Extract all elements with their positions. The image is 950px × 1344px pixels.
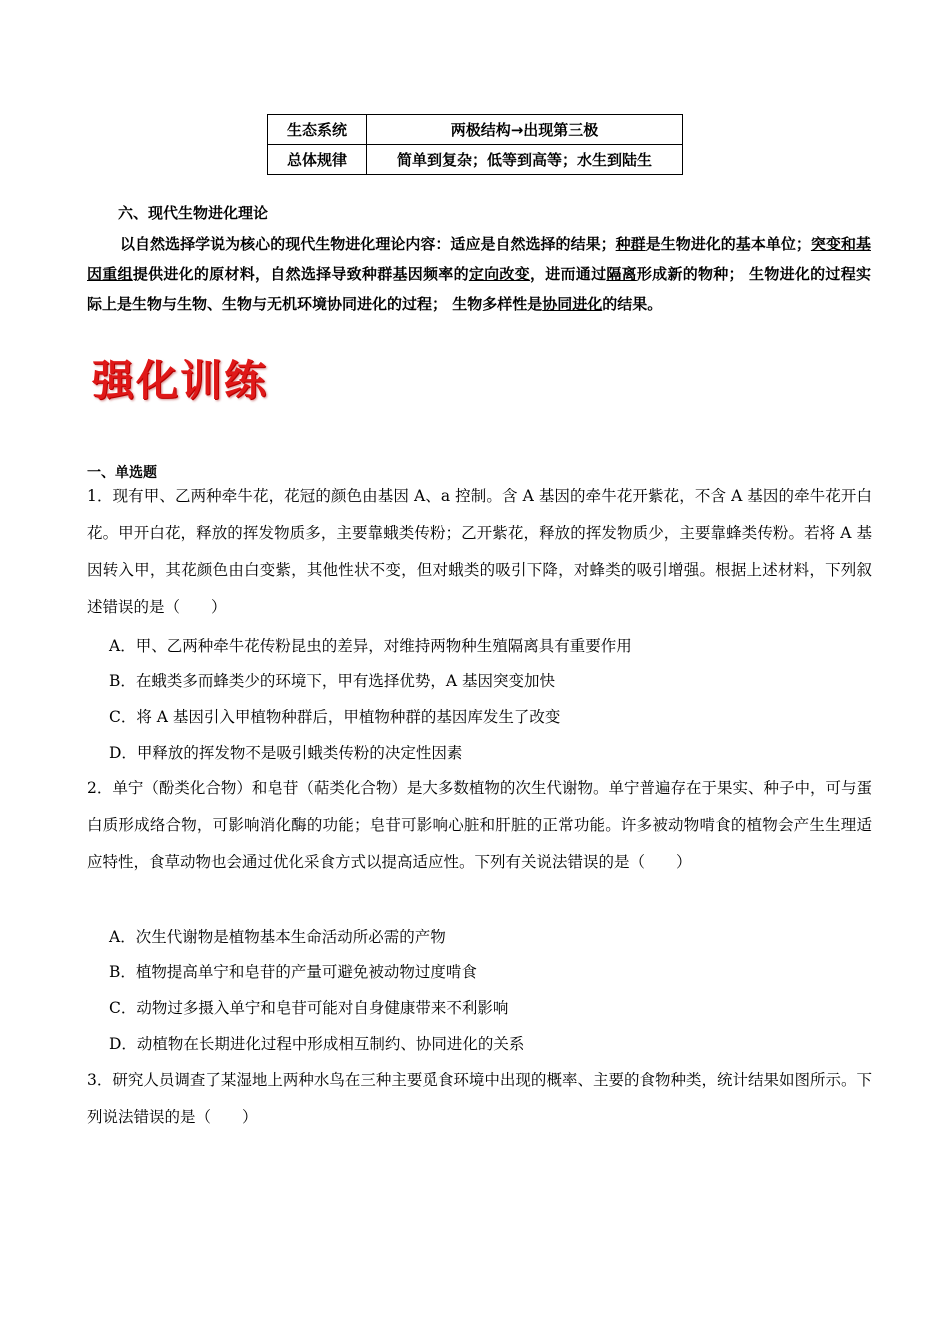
summary-text: 以自然选择学说为核心的现代生物进化理论内容：适应是自然选择的结果；	[120, 235, 616, 253]
table-cell-value: 两极结构→出现第三极	[367, 115, 683, 145]
key-term: 隔离	[606, 265, 637, 283]
key-term: 种群	[615, 235, 646, 253]
question-section-heading: 一、单选题	[87, 465, 157, 481]
option-b[interactable]: B．在蛾类多而蜂类少的环境下，甲有选择优势，A 基因突变加快	[109, 672, 556, 690]
summary-text: 是生物进化的基本单位；	[645, 235, 811, 253]
summary-text: 提供进化的原材料，自然选择导致种群基因频率的	[132, 265, 469, 283]
summary-table	[267, 114, 683, 175]
summary-text: ，进而通过	[529, 265, 607, 283]
theory-summary-paragraph	[87, 229, 871, 319]
question-stem: 2．单宁（酚类化合物）和皂苷（萜类化合物）是大多数植物的次生代谢物。单宁普遍存在于果实、种子中，可与蛋白质形成络合物，可影响消化酶的功能；皂苷可影响心脏和肝脏的正常功能。许多被动物啃食的植物会产生生理适应特性，食草动物也会通过优化采食方式以提高适应性。下列有关说法错误的是（ ）	[87, 779, 872, 871]
key-term: 突变和基因重组	[87, 235, 871, 283]
option-c[interactable]: C．将 A 基因引入甲植物种群后，甲植物种群的基因库发生了改变	[109, 708, 561, 726]
practice-banner: 强化训练	[92, 356, 269, 405]
table-cell-value: 简单到复杂；低等到高等；水生到陆生	[367, 145, 683, 175]
table-row	[268, 115, 683, 145]
key-term: 协同进化	[542, 295, 603, 313]
option-a[interactable]: A．甲、乙两种牵牛花传粉昆虫的差异，对维持两物种生殖隔离具有重要作用	[109, 637, 632, 655]
option-a[interactable]: A．次生代谢物是植物基本生命活动所必需的产物	[109, 928, 446, 946]
table-cell-label: 总体规律	[268, 145, 367, 175]
option-d[interactable]: D．动植物在长期进化过程中形成相互制约、协同进化的关系	[109, 1035, 525, 1053]
question-stem: 3．研究人员调查了某湿地上两种水鸟在三种主要觅食环境中出现的概率、主要的食物种类，统计结果如图所示。下列说法错误的是（ ）	[87, 1071, 872, 1126]
key-term: 定向改变	[468, 265, 530, 283]
summary-text: 形成新的物种； 生物进化的过程实际上是生物与生物、生物与无机环境协同进化的过程； 生物多样性是	[87, 265, 871, 313]
option-b[interactable]: B．植物提高单宁和皂苷的产量可避免被动物过度啃食	[109, 963, 477, 981]
summary-text: 的结果。	[602, 295, 663, 313]
table-cell-label: 生态系统	[268, 115, 367, 145]
section-heading: 六、现代生物进化理论	[118, 204, 269, 222]
option-d[interactable]: D．甲释放的挥发物不是吸引蛾类传粉的决定性因素	[109, 744, 463, 762]
table-row	[268, 145, 683, 175]
option-c[interactable]: C．动物过多摄入单宁和皂苷可能对自身健康带来不利影响	[109, 999, 509, 1017]
question-stem: 1．现有甲、乙两种牵牛花，花冠的颜色由基因 A、a 控制。含 A 基因的牵牛花开紫花，不含 A 基因的牵牛花开白花。甲开白花，释放的挥发物质多，主要靠蛾类传粉；乙开紫花，释放的挥发物质少，主要靠蜂类传粉。若将 A 基因转入甲，其花颜色由白变紫，其他性状不变，但对蛾类的吸引下降，对蜂类的吸引增强。根据上述材料，下列叙述错误的是（ ）	[87, 487, 872, 616]
